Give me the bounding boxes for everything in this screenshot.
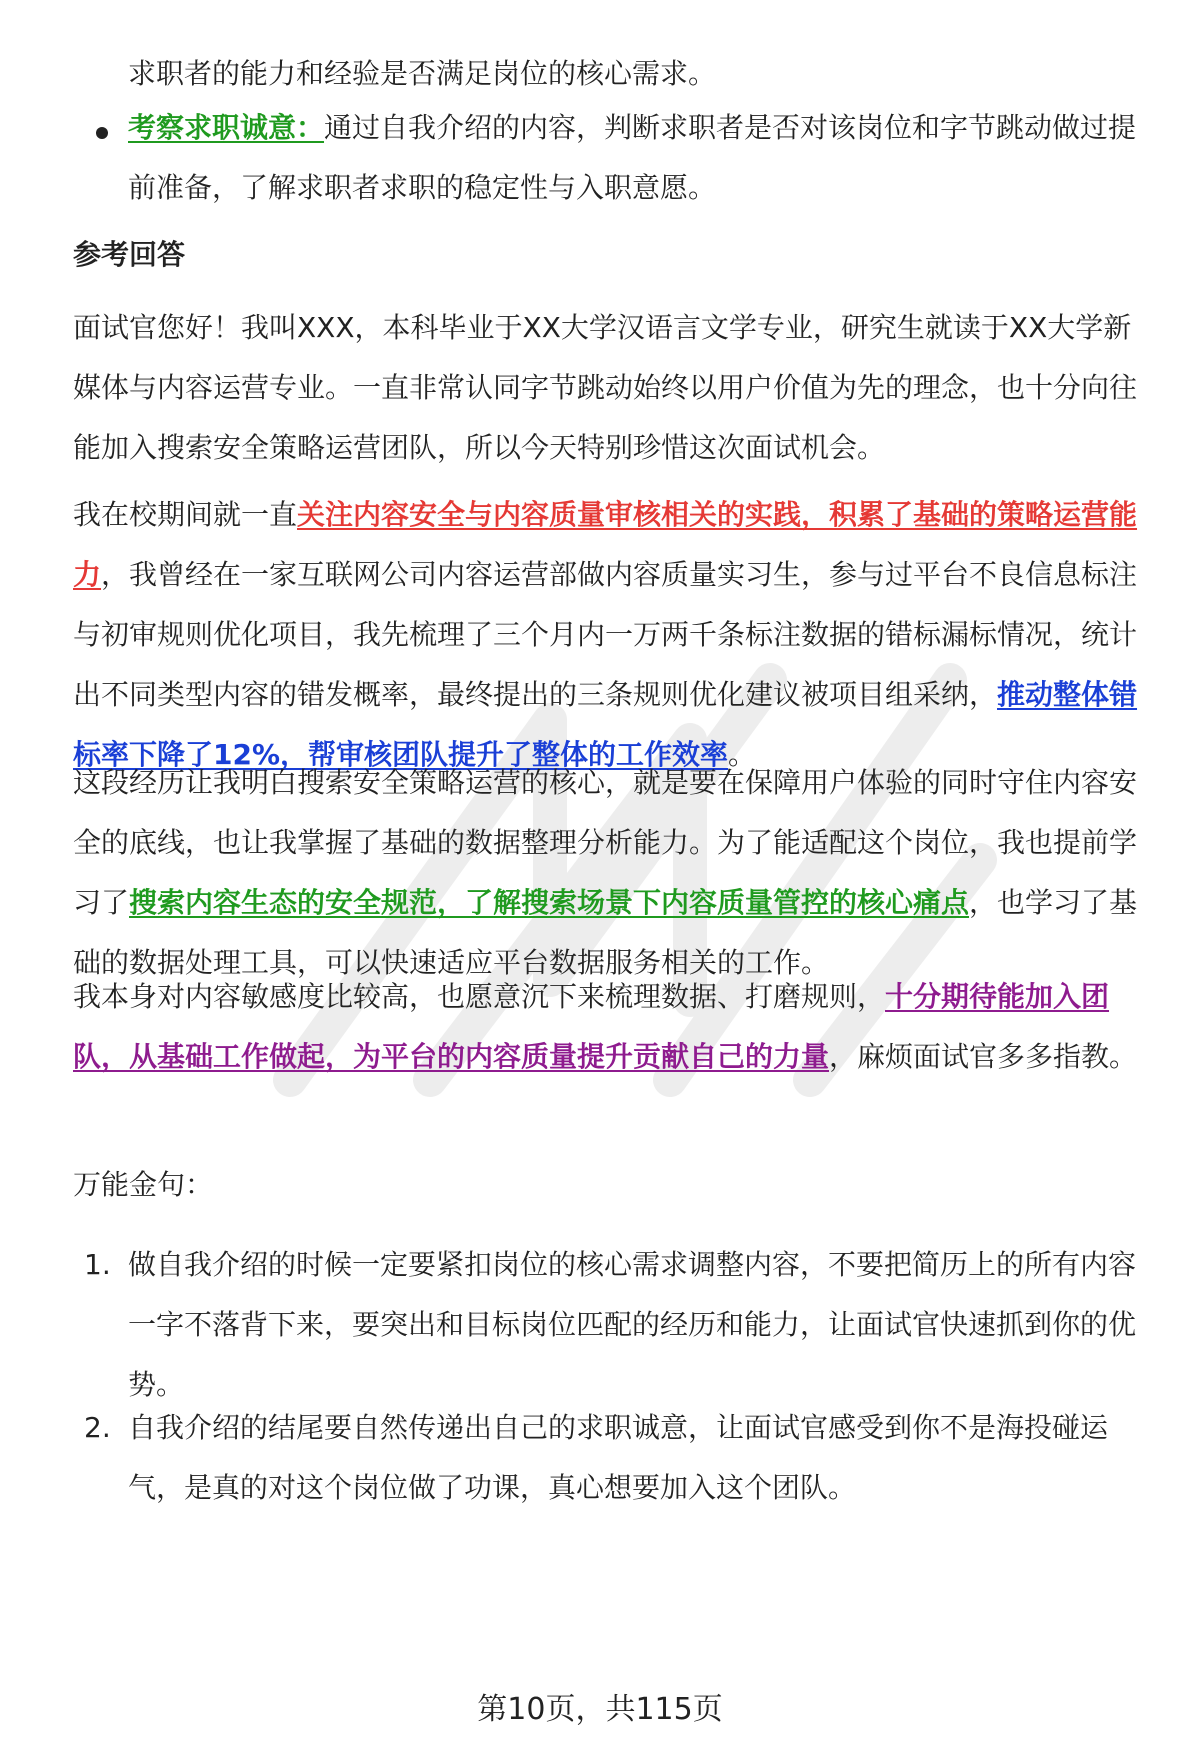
tip-item: 自我介绍的结尾要自然传递出自己的求职诚意，让面试官感受到你不是海投碰运气，是真的对这个岗位做了功课，真心想要加入这个团队。 [128, 1411, 1109, 1504]
continued-text: 求职者的能力和经验是否满足岗位的核心需求。 [128, 57, 717, 90]
closing-paragraph [73, 967, 1148, 1087]
closing-text-start: 我本身对内容敏感度比较高，也愿意沉下来梳理数据、打磨规则， [73, 980, 886, 1013]
page-footer: 第10页，共115页 [477, 1692, 723, 1727]
tip-number: 2. [84, 1411, 111, 1444]
reflection-text-start: 这段经历让我明白搜索安全策略运营的核心，就是要在保障用户体验的同时守住内容安全的底线，也让我掌握了基础的数据整理分析能力。为了能适配这个岗位，我也提前学习了 [73, 766, 1138, 919]
closing-text-end: ，麻烦面试官多多指教。 [829, 1040, 1138, 1073]
bullet-label: 考察求职诚意： [128, 111, 325, 144]
experience-text-start: 我在校期间就一直 [73, 498, 298, 531]
highlight-purple: 十分期待能加入团队，从基础工作做起，为平台的内容质量提升贡献自己的力量 [73, 980, 1110, 1073]
bullet-dot-icon [96, 127, 108, 139]
highlight-green: 搜索内容生态的安全规范，了解搜索场景下内容质量管控的核心痛点 [129, 886, 970, 919]
intro-paragraph: 面试官您好！我叫XXX，本科毕业于XX大学汉语言文学专业，研究生就读于XX大学新媒体与内容运营专业。一直非常认同字节跳动始终以用户价值为先的理念，也十分向往能加入搜索安全策略运营团队，所以今天特别珍惜这次面试机会。 [73, 311, 1138, 464]
experience-text-mid: ，我曾经在一家互联网公司内容运营部做内容质量实习生，参与过平台不良信息标注与初审规则优化项目，我先梳理了三个月内一万两千条标注数据的错标漏标情况，统计出不同类型内容的错发概率，最终提出的三条规则优化建议被项目组采纳， [73, 558, 1138, 711]
section-heading-answer: 参考回答 [73, 238, 186, 271]
bullet-text: 通过自我介绍的内容，判断求职者是否对该岗位和字节跳动做过提前准备，了解求职者求职的稳定性与入职意愿。 [128, 111, 1137, 204]
reflection-text-end: ，也学习了基础的数据处理工具，可以快速适应平台数据服务相关的工作。 [73, 886, 1138, 979]
reflection-paragraph [73, 753, 1148, 993]
highlight-red: 关注内容安全与内容质量审核相关的实践，积累了基础的策略运营能力 [73, 498, 1138, 591]
tips-heading: 万能金句： [73, 1168, 214, 1201]
bullet-item [128, 98, 1148, 218]
tip-item: 做自我介绍的时候一定要紧扣岗位的核心需求调整内容，不要把简历上的所有内容一字不落背下来，要突出和目标岗位匹配的经历和能力，让面试官快速抓到你的优势。 [128, 1248, 1137, 1401]
tip-number: 1. [84, 1248, 111, 1281]
highlight-blue: 推动整体错标率下降了12%，帮审核团队提升了整体的工作效率 [73, 678, 1138, 771]
experience-paragraph [73, 485, 1148, 785]
experience-text-end: 。 [728, 738, 757, 771]
